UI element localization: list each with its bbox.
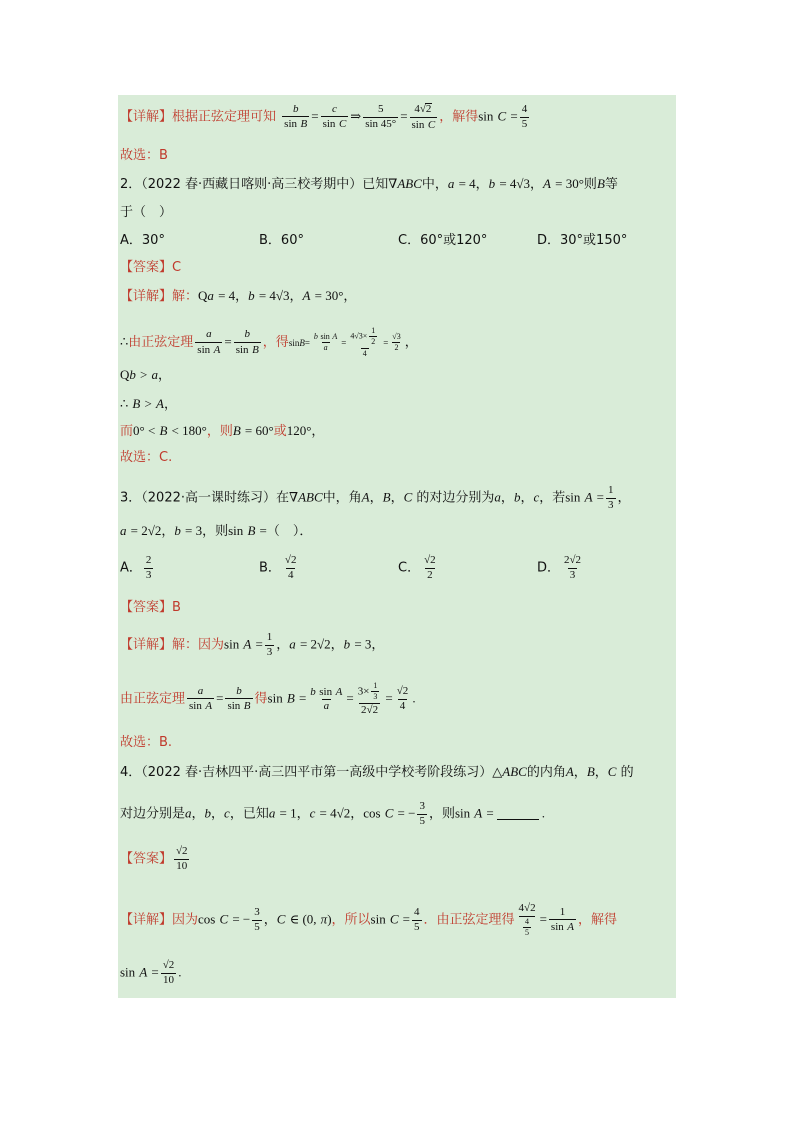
q1-choose: 故选：B (120, 148, 168, 163)
q3-option-a[interactable]: A． $\frac{2}{3}$ (120, 554, 152, 581)
q4-answer: 【答案】 $\frac{√2}{10}$ (120, 845, 188, 872)
q2-detail-line2: ∴由正弦定理 $\frac{a}{\text{sin A}}$ = $\frac{b}{\text{sin B}}$ ，得sinB= $\frac{\text{b sin A}}{a}$ = 4√3× $\frac{1}{2}$ 4 = $\frac{√3}{2}$ ， (120, 326, 418, 358)
q2-detail-line5: 而0° < B < 180°，则B = 60°或120°， (120, 423, 325, 439)
q2-stem-line2: 于（ ） (120, 205, 173, 220)
q2-option-c[interactable]: C．60°或120° (398, 233, 488, 248)
q1-detail-line: 【详解】根据正弦定理可知 $\frac{b}{\text{sin B}}$ = $\frac{c}{\text{sin C}}$ ⇒ $\frac{5}{\sin 45^\circ}$ = $\frac{4√2}{\text{sin C}}$ ，解得sin C = $\frac{4}{5}$ (120, 102, 528, 131)
q3-detail-line2: 由正弦定理 $\frac{a}{\text{sin A}}$ = $\frac{b}{\text{sin B}}$ 得sin B = $\frac{\text{b sin A}}{a}$ = 3× $\frac{1}{3}$ 2√2 = $\frac{√2}{4}$ . (120, 681, 416, 716)
q2-detail-line4: ∴ B > A， (120, 396, 177, 412)
q2-option-d[interactable]: D．30°或150° (537, 233, 628, 248)
q2-stem-line1: 2．（2022 春·西藏日喀则·高三校考期中）已知∇ABC中，a = 4，b = 4√3，A = 30°则B等 (120, 176, 618, 192)
q3-option-d[interactable]: D． $\frac{2√2}{3}$ (537, 554, 582, 581)
q2-answer: 【答案】C (120, 260, 182, 275)
q2-detail-line1: 【详解】解：Qa = 4，b = 4√3，A = 30°， (120, 288, 357, 304)
q3-option-c[interactable]: C． $\frac{√2}{2}$ (398, 554, 436, 581)
q2-detail-line3: Qb > a， (120, 367, 172, 383)
q4-stem-line1: 4．（2022 春·吉林四平·高三四平市第一高级中学校考阶段练习）△ABC的内角A，B，C 的 (120, 764, 634, 780)
q3-answer: 【答案】B (120, 600, 181, 615)
q3-option-b[interactable]: B． $\frac{√2}{4}$ (259, 554, 297, 581)
q4-detail-line1: 【详解】因为cos C = − $\frac{3}{5}$ ，C ∈ (0, π)，所以sin C = $\frac{4}{5}$ ．由正弦定理得 $\frac{4√2}{\frac{4}{5}}$ = $\frac{1}{\text{sin A}}$ ，解得 (120, 902, 618, 937)
q2-choose: 故选：C. (120, 450, 173, 465)
q4-detail-line2: sin A = $\frac{√2}{10}$ . (120, 959, 182, 986)
q2-option-b[interactable]: B．60° (259, 233, 304, 248)
q3-stem-line1: 3．（2022·高一课时练习）在∇ABC中，角A，B，C 的对边分别为a，b，c，若sin A = $\frac{1}{3}$ ， (120, 484, 631, 511)
q2-option-a[interactable]: A．30° (120, 233, 165, 248)
q3-choose: 故选：B. (120, 735, 173, 750)
q3-stem-line2: a = 2√2，b = 3，则sin B =（ ）． (120, 523, 313, 539)
q4-answer-blank[interactable] (497, 819, 539, 820)
q4-stem-line2: 对边分别是a，b，c，已知a = 1，c = 4√2，cos C = − $\frac{3}{5}$ ，则sin A = . (120, 800, 545, 827)
answer-panel (118, 95, 676, 998)
q3-detail-line1: 【详解】解：因为sin A = $\frac{1}{3}$ ，a = 2√2，b = 3， (120, 631, 385, 658)
